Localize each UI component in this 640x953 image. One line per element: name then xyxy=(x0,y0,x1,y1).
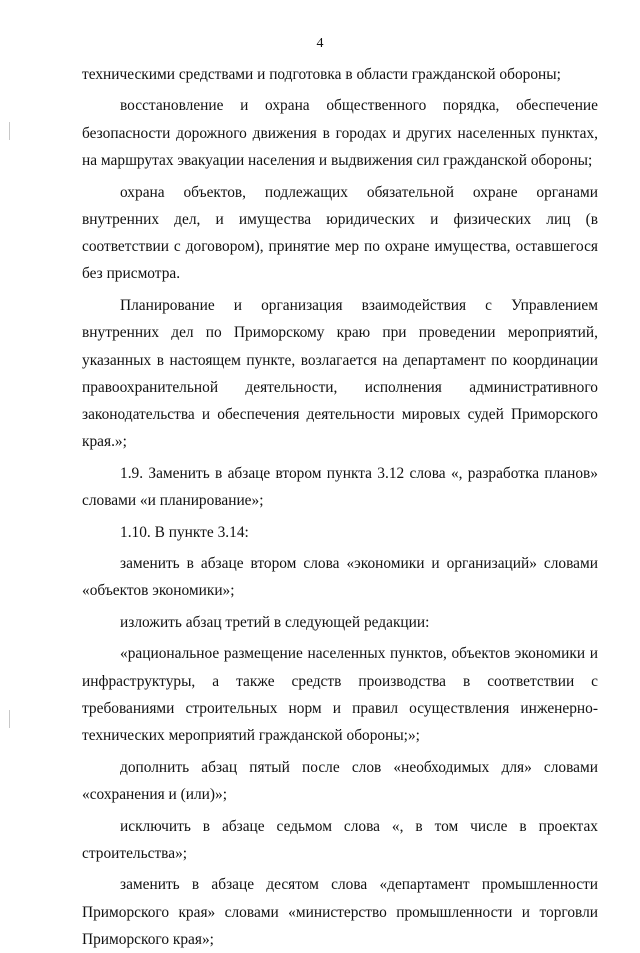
paragraph: заменить в абзаце десятом слова «департамент промышленности Приморского края» словами «министерство промышленности и торговли Приморского края»; xyxy=(82,876,598,948)
paragraph: «рациональное размещение населенных пунктов, объектов экономики и инфраструктуры, а также средств производства в соответствии с требованиями строительных норм и правил осуществления инженерно-технических мероприятий гражданской обороны;»; xyxy=(82,645,598,745)
paragraph: изложить абзац третий в следующей редакции: xyxy=(120,613,430,631)
paragraph: заменить в абзаце втором слова «экономики и организаций» словами «объектов экономики»; xyxy=(82,555,598,600)
paragraph: техническими средствами и подготовка в области гражданской обороны; xyxy=(82,66,561,83)
paragraph: Планирование и организация взаимодействия с Управлением внутренних дел по Приморскому краю при проведении мероприятий, указанных в настоящем пункте, возлагается на департамент по координации правоохранительной деятельности, исполнения административного законодательства и обеспечения деятельности мировых судей Приморского края.»; xyxy=(82,296,598,451)
document-body xyxy=(82,61,598,953)
paragraph: восстановление и охрана общественного порядка, обеспечение безопасности дорожного движения в городах и других населенных пунктах, на маршрутах эвакуации населения и выдвижения сил гражданской обороны; xyxy=(82,97,598,170)
page-number: 4 xyxy=(316,36,324,51)
margin-mark xyxy=(9,710,10,728)
margin-mark xyxy=(9,122,10,140)
paragraph: 1.9. Заменить в абзаце втором пункта 3.12 слова «, разработка планов» словами «и планирование»; xyxy=(82,464,598,510)
paragraph: исключить в абзаце седьмом слова «, в том числе в проектах строительства»; xyxy=(82,817,598,862)
paragraph: дополнить абзац пятый после слов «необходимых для» словами «сохранения и (или)»; xyxy=(82,758,598,804)
paragraph: охрана объектов, подлежащих обязательной охране органами внутренних дел, и имущества юридических и физических лиц (в соответствии с договором), принятие мер по охране имущества, оставшегося без присмотра. xyxy=(82,183,598,283)
paragraph: 1.10. В пункте 3.14: xyxy=(120,523,249,541)
